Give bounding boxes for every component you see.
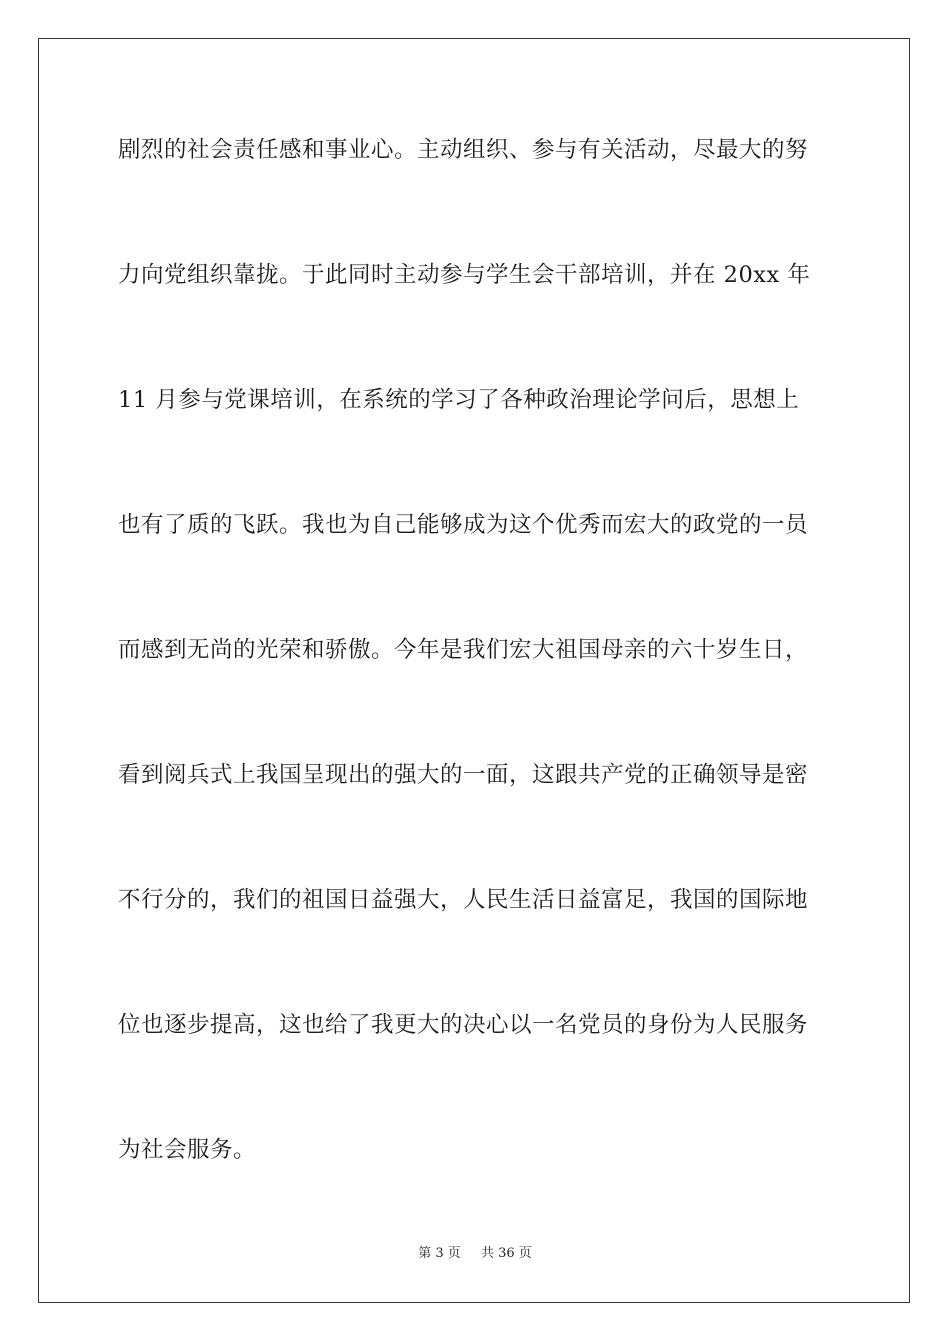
text-line: 剧烈的社会责任感和事业心。主动组织、参与有关活动，尽最大的努 [118,137,809,163]
text-line: 也有了质的飞跃。我也为自己能够成为这个优秀而宏大的政党的一员 [118,512,809,538]
text-line: 力向党组织靠拢。于此同时主动参与学生会干部培训，并在 20xx 年 [118,262,811,288]
text-line: 11 月参与党课培训，在系统的学习了各种政治理论学问后，思想上 [118,387,800,413]
total-page-count: 共 36 页 [480,1246,532,1261]
page-footer [0,1246,950,1262]
document-body [118,128,838,1253]
text-line: 看到阅兵式上我国呈现出的强大的一面，这跟共产党的正确领导是密 [118,762,809,788]
text-line: 而感到无尚的光荣和骄傲。今年是我们宏大祖国母亲的六十岁生日， [118,637,809,663]
current-page-number: 第 3 页 [418,1246,461,1261]
text-line: 不行分的，我们的祖国日益强大，人民生活日益富足，我国的国际地 [118,887,809,913]
text-line: 位也逐步提高，这也给了我更大的决心以一名党员的身份为人民服务 [118,1012,809,1038]
text-line: 为社会服务。 [118,1137,257,1163]
